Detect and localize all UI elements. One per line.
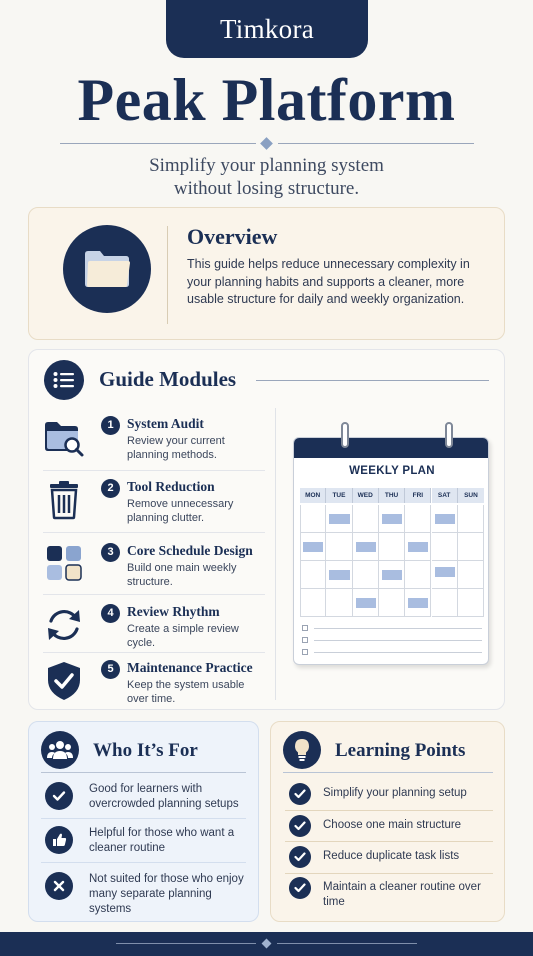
note-checkbox [302, 637, 308, 643]
thumbs-up-icon [45, 826, 73, 854]
who-its-for-card [28, 721, 259, 922]
trash-icon [43, 479, 83, 519]
learning-item-text: Simplify your planning setup [323, 787, 467, 799]
title-diamond-ornament [260, 137, 273, 150]
calendar-event-block [435, 514, 455, 524]
learning-separator [285, 810, 493, 811]
note-checkbox [302, 649, 308, 655]
learning-separator [285, 873, 493, 874]
calendar-event-block [329, 570, 349, 580]
calendar-day-label: WED [353, 488, 379, 503]
learning-title: Learning Points [335, 740, 466, 761]
check-icon [289, 783, 311, 805]
note-line [314, 640, 482, 641]
footer-rule-left [116, 943, 256, 944]
module-description: Remove unnecessary planning clutter. [127, 498, 234, 524]
calendar-cell [458, 589, 484, 617]
calendar-cell [300, 561, 326, 589]
calendar-cell [300, 505, 326, 533]
calendar-cell [458, 505, 484, 533]
calendar-day-label: THU [379, 488, 405, 503]
module-description: Create a simple review cycle. [127, 623, 239, 649]
subtitle-line-2: without losing structure. [173, 178, 360, 199]
who-item-text: Not suited for those who enjoy many separate planning systems [89, 873, 244, 915]
footer-diamond-ornament [262, 939, 272, 949]
calendar-cell [458, 533, 484, 561]
calendar-cell [326, 533, 352, 561]
calendar-cell [353, 505, 379, 533]
learning-points-card [270, 721, 505, 922]
calendar-cell [353, 561, 379, 589]
learning-item-text: Reduce duplicate task lists [323, 850, 460, 862]
module-separator [43, 470, 265, 471]
x-icon [45, 872, 73, 900]
calendar-cell [458, 561, 484, 589]
calendar-cell [326, 589, 352, 617]
folder-search-icon [43, 416, 83, 456]
modules-title-rule [256, 380, 489, 381]
calendar-day-label: MON [300, 488, 326, 503]
module-title: Maintenance Practice [127, 660, 253, 675]
brand-name: Timkora [219, 13, 315, 44]
calendar-event-block [356, 542, 376, 552]
lightbulb-icon [283, 731, 321, 769]
calendar-event-block [329, 514, 349, 524]
who-item-text: Helpful for those who want a cleaner routine [89, 827, 235, 854]
calendar-event-block [408, 542, 428, 552]
module-item [29, 410, 275, 470]
note-checkbox [302, 625, 308, 631]
people-icon [41, 731, 79, 769]
calendar-event-block [382, 570, 402, 580]
who-title-rule [41, 772, 246, 773]
calendar-notes [300, 621, 484, 659]
calendar-cell [405, 505, 431, 533]
calendar-cell [432, 533, 458, 561]
calendar-cell [432, 589, 458, 617]
modules-vertical-divider [275, 408, 276, 700]
who-separator [41, 818, 246, 819]
calendar-day-label: SAT [432, 488, 458, 503]
refresh-icon [43, 604, 83, 644]
module-description: Build one main weekly structure. [127, 562, 237, 588]
footer-rule-right [277, 943, 417, 944]
calendar-grid [300, 488, 484, 616]
module-number: 4 [101, 604, 120, 623]
calendar-cell [405, 561, 431, 589]
module-separator [43, 594, 265, 595]
weekly-plan-calendar [293, 437, 489, 665]
calendar-cell [379, 589, 405, 617]
who-separator [41, 862, 246, 863]
module-number: 3 [101, 543, 120, 562]
module-title: System Audit [127, 416, 204, 431]
modules-title: Guide Modules [99, 367, 237, 391]
calendar-event-block [356, 598, 376, 608]
folder-icon [63, 225, 151, 313]
module-number: 1 [101, 416, 120, 435]
calendar-header-bar [294, 438, 489, 458]
list-icon [44, 360, 84, 400]
shield-check-icon [43, 660, 83, 700]
learning-separator [285, 841, 493, 842]
learning-title-rule [283, 772, 493, 773]
learning-item-text: Choose one main structure [323, 819, 462, 831]
module-number: 5 [101, 660, 120, 679]
calendar-event-block [382, 514, 402, 524]
overview-card [28, 207, 505, 340]
calendar-ring [341, 422, 349, 448]
calendar-cell [379, 533, 405, 561]
who-item-text: Good for learners with overcrowded planning setups [89, 783, 239, 810]
title-divider-left [60, 143, 256, 144]
module-item [29, 654, 275, 714]
module-description: Review your current planning methods. [127, 435, 225, 461]
calendar-ring [445, 422, 453, 448]
check-icon [289, 846, 311, 868]
learning-item-text: Maintain a cleaner routine over time [323, 881, 481, 908]
note-line [314, 652, 482, 653]
calendar-event-block [303, 542, 323, 552]
who-title: Who It’s For [93, 740, 198, 761]
module-description: Keep the system usable over time. [127, 679, 245, 705]
check-icon [45, 782, 73, 810]
overview-divider [167, 226, 168, 324]
brand-tab [166, 0, 368, 58]
calendar-event-block [408, 598, 428, 608]
guide-modules-card [28, 349, 505, 710]
module-item [29, 537, 275, 597]
module-item [29, 473, 275, 533]
module-title: Core Schedule Design [127, 543, 253, 558]
calendar-title: WEEKLY PLAN [349, 465, 435, 477]
calendar-day-label: TUE [326, 488, 352, 503]
subtitle [0, 154, 533, 200]
module-title: Tool Reduction [127, 479, 215, 494]
page-title: Peak Platform [77, 67, 456, 133]
module-title: Review Rhythm [127, 604, 220, 619]
title-divider-right [278, 143, 474, 144]
footer-bar [0, 932, 533, 956]
subtitle-line-1: Simplify your planning system [149, 155, 384, 176]
check-icon [289, 877, 311, 899]
calendar-event-block [435, 567, 455, 577]
grid-icon [43, 543, 83, 583]
module-separator [43, 652, 265, 653]
overview-text: This guide helps reduce unnecessary complexity in your planning habits and supports a cleaner, more usable structure for daily and weekly organization. [187, 257, 470, 306]
module-separator [43, 532, 265, 533]
module-item [29, 598, 275, 658]
calendar-cell [300, 589, 326, 617]
calendar-day-label: SUN [458, 488, 484, 503]
overview-title: Overview [187, 224, 278, 249]
module-number: 2 [101, 479, 120, 498]
calendar-day-label: FRI [405, 488, 431, 503]
note-line [314, 628, 482, 629]
check-icon [289, 815, 311, 837]
